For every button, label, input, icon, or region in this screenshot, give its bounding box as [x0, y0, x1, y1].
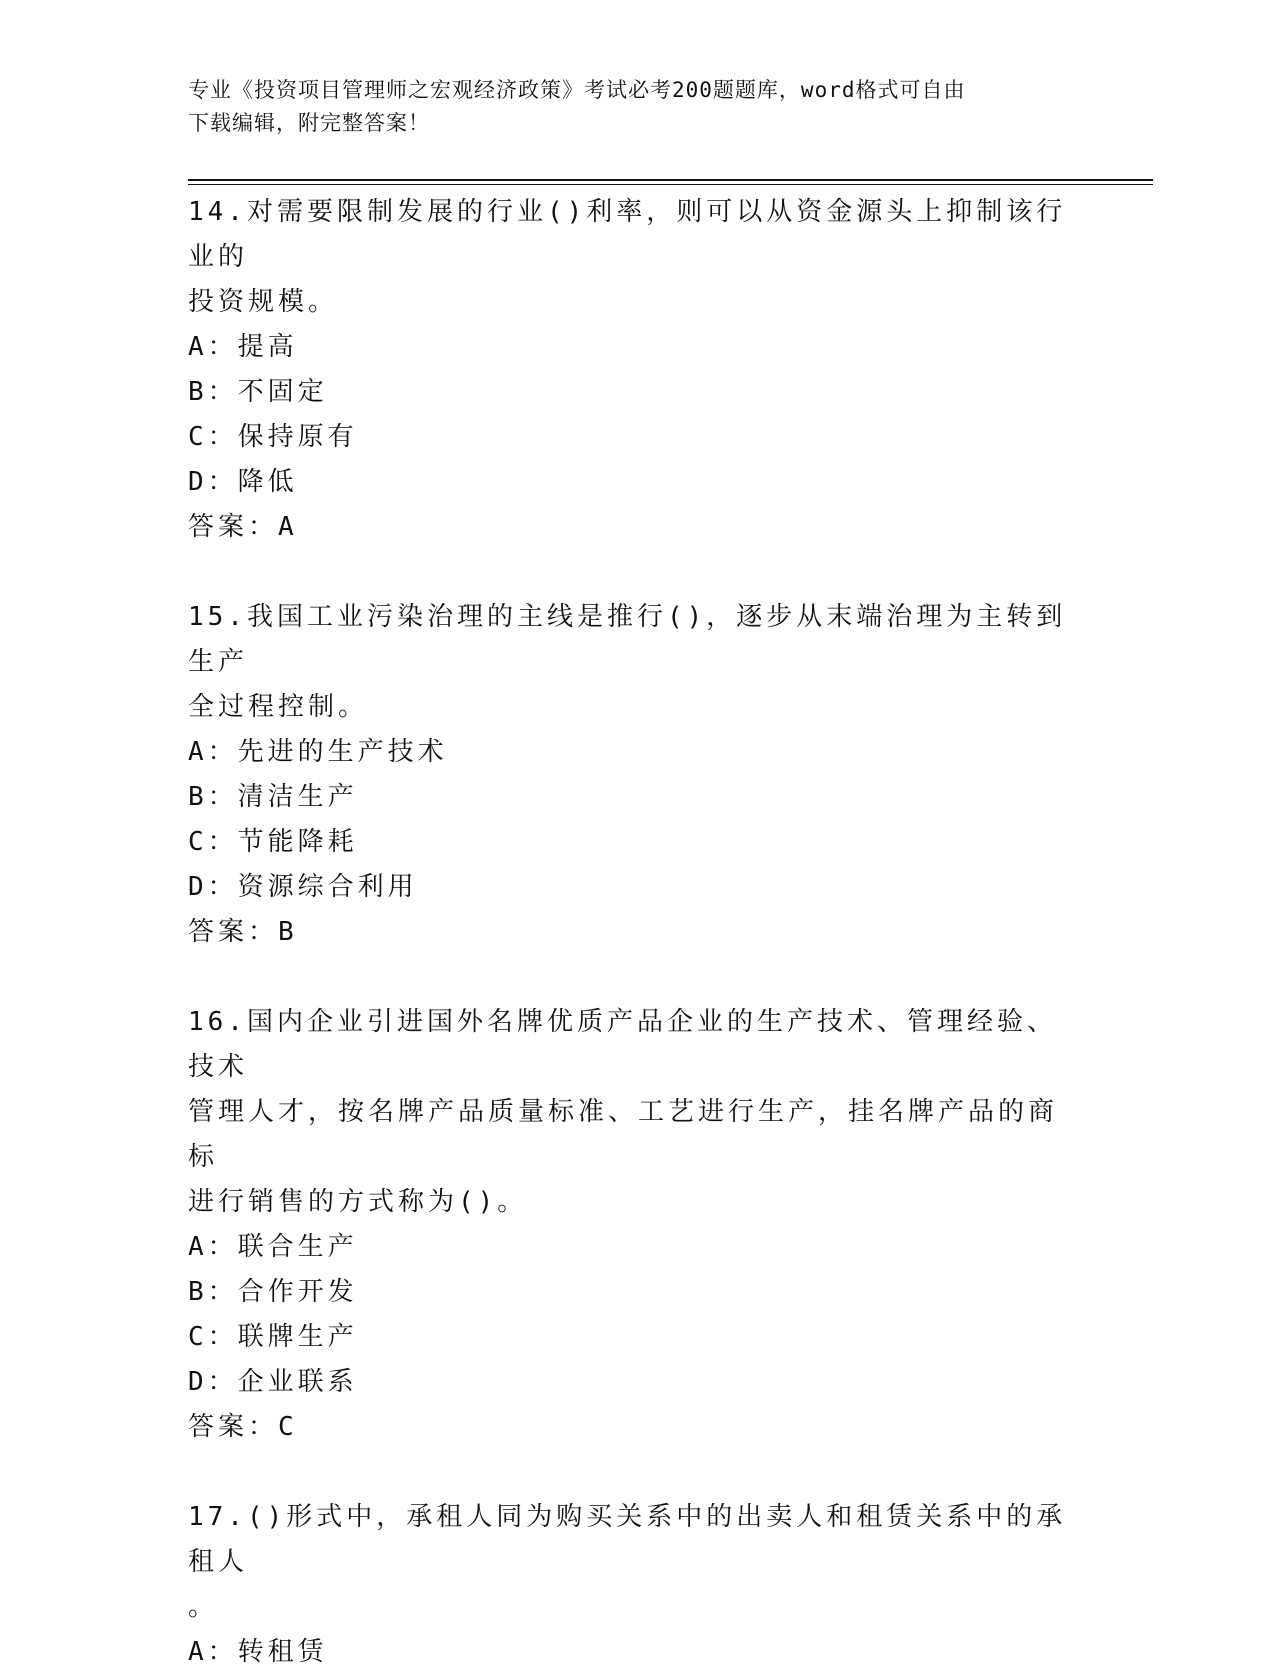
option-c: C：联牌生产	[188, 1322, 358, 1352]
option-a: A：先进的生产技术	[188, 737, 448, 767]
question-14	[188, 190, 1078, 550]
question-stem-line: 进行销售的方式称为()。	[188, 1187, 528, 1217]
option-c: C：保持原有	[188, 422, 358, 452]
question-15	[188, 595, 1078, 955]
option-b: B：合作开发	[188, 1277, 358, 1307]
question-16	[188, 1000, 1078, 1450]
question-17	[188, 1495, 1078, 1675]
question-stem-line: 全过程控制。	[188, 692, 369, 722]
question-stem-line: 投资规模。	[188, 287, 339, 317]
question-stem-line: 。	[188, 1592, 219, 1622]
question-stem-line: 管理人才，按名牌产品质量标准、工艺进行生产，挂名牌产品的商标	[188, 1097, 1059, 1172]
option-b: B：不固定	[188, 377, 328, 407]
option-a: A：联合生产	[188, 1232, 358, 1262]
intro-line-1: 专业《投资项目管理师之宏观经济政策》考试必考200题题库，word格式可自由	[188, 78, 966, 102]
option-a: A：提高	[188, 332, 298, 362]
option-a: A：转租赁	[188, 1637, 328, 1667]
header-divider-thin	[188, 184, 1153, 185]
question-stem-line: 15.我国工业污染治理的主线是推行()，逐步从末端治理为主转到生产	[188, 602, 1067, 677]
option-b: B：清洁生产	[188, 782, 358, 812]
option-c: C：节能降耗	[188, 827, 358, 857]
question-stem-line: 16.国内企业引进国外名牌优质产品企业的生产技术、管理经验、技术	[188, 1007, 1057, 1082]
answer: 答案：B	[188, 917, 298, 947]
option-d: D：资源综合利用	[188, 872, 418, 902]
option-d: D：降低	[188, 467, 298, 497]
document-intro	[188, 74, 1068, 140]
question-list	[188, 190, 1078, 1675]
header-divider-thick	[188, 179, 1153, 181]
question-stem-line: 14.对需要限制发展的行业()利率，则可以从资金源头上抑制该行业的	[188, 197, 1067, 272]
answer: 答案：C	[188, 1412, 298, 1442]
intro-line-2: 下载编辑，附完整答案！	[188, 111, 430, 135]
question-stem-line: 17.()形式中，承租人同为购买关系中的出卖人和租赁关系中的承租人	[188, 1502, 1067, 1577]
option-d: D：企业联系	[188, 1367, 358, 1397]
answer: 答案：A	[188, 512, 298, 542]
